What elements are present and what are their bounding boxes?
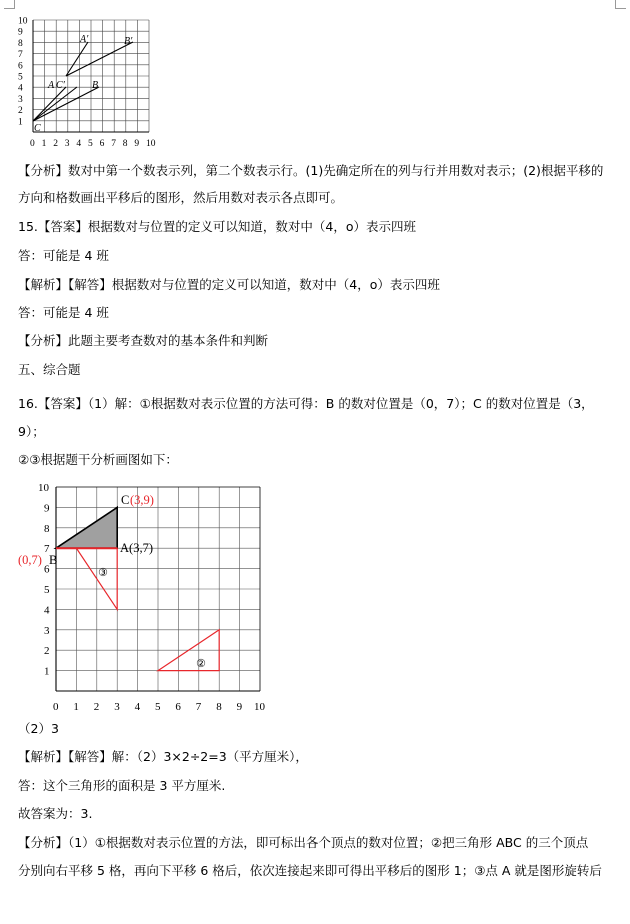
grid-2-x-tick: 10 bbox=[254, 701, 265, 713]
grid-1-x-tick: 10 bbox=[146, 139, 156, 149]
grid-2-y-tick: 4 bbox=[44, 604, 50, 617]
text-line-9: 16.【答案】（1）解：①根据数对表示位置的方法可得：B 的数对位置是（0，7）；C 的数对位置是（3， bbox=[18, 396, 594, 411]
grid-2-y-tick: 5 bbox=[44, 584, 50, 596]
text-line-13: 【解析】【解答】解：（2）3×2÷2=3（平方厘米）， bbox=[18, 749, 308, 764]
label-b: B bbox=[92, 80, 99, 91]
grid-2-x-tick: 9 bbox=[236, 701, 243, 713]
text-line-11: ②③根据题干分析画图如下： bbox=[18, 452, 178, 467]
text-line-1: 【分析】数对中第一个数表示列，第二个数表示行。(1)先确定所在的列与行并用数对表示；(2)根据平移的 bbox=[18, 163, 604, 178]
grid-2-lines bbox=[56, 487, 260, 691]
grid-2-x-tick: 8 bbox=[216, 701, 222, 713]
text-line-14: 答：这个三角形的面积是 3 平方厘米. bbox=[18, 778, 226, 793]
label-b: B bbox=[49, 553, 58, 567]
label-c-prime: C′ bbox=[56, 80, 65, 91]
grid-1-y-tick: 5 bbox=[18, 72, 23, 83]
grid-1-x-tick: 5 bbox=[88, 139, 93, 149]
grid-2-x-tick: 3 bbox=[114, 701, 120, 713]
label-a: A(3,7) bbox=[120, 541, 153, 555]
grid-1-y-tick: 3 bbox=[18, 94, 23, 105]
text-line-7: 【分析】此题主要考查数对的基本条件和判断 bbox=[18, 333, 269, 348]
grid-2-y-tick: 3 bbox=[44, 624, 50, 637]
grid-1-y-tick: 10 bbox=[18, 16, 28, 27]
mark-2: ② bbox=[196, 657, 206, 670]
grid-figure-1 bbox=[14, 10, 174, 160]
label-b-prime: B′ bbox=[124, 36, 133, 47]
grid-1-y-tick: 7 bbox=[18, 50, 23, 61]
grid-1-x-tick: 0 bbox=[30, 139, 35, 149]
text-line-16: 【分析】（1）①根据数对表示位置的方法，即可标出各个顶点的数对位置；②把三角形 ABC 的三个顶点 bbox=[18, 835, 589, 850]
text-line-5: 【解析】【解答】根据数对与位置的定义可以知道，数对中（4，o）表示四班 bbox=[18, 277, 440, 292]
grid-1-x-tick: 6 bbox=[99, 139, 105, 149]
grid-figure-2 bbox=[14, 476, 274, 721]
grid-1-x-tick: 3 bbox=[64, 139, 70, 149]
mark-3: ③ bbox=[98, 566, 108, 579]
grid-1-y-tick: 8 bbox=[18, 38, 23, 49]
grid-2-y-tick: 8 bbox=[44, 522, 50, 535]
grid-1-y-tick: 9 bbox=[18, 27, 23, 38]
grid-2-y-tick: 6 bbox=[44, 563, 50, 576]
grid-1-x-tick: 8 bbox=[122, 139, 128, 149]
grid-1-y-tick: 4 bbox=[18, 83, 23, 94]
label-c: C bbox=[34, 123, 41, 134]
text-line-2: 方向和格数画出平移后的图形，然后用数对表示各点即可。 bbox=[18, 190, 344, 205]
grid-2-x-tick: 0 bbox=[53, 701, 59, 713]
grid-2-x-tick: 1 bbox=[73, 701, 79, 713]
text-line-6: 答：可能是 4 班 bbox=[18, 305, 109, 320]
label-a-prime: A′ bbox=[80, 34, 89, 45]
text-line-10: 9）； bbox=[18, 424, 45, 439]
text-line-12: （2）3 bbox=[18, 721, 59, 736]
section-heading: 五、综合题 bbox=[18, 362, 81, 377]
corner-mark-right bbox=[615, 0, 626, 9]
grid-1-x-tick: 7 bbox=[111, 139, 116, 149]
grid-2-y-tick: 10 bbox=[38, 482, 49, 494]
grid-2-x-tick: 2 bbox=[93, 701, 100, 713]
grid-2-y-tick: 1 bbox=[44, 665, 50, 678]
grid-1-x-tick: 1 bbox=[41, 139, 47, 149]
grid-2-x-tick: 7 bbox=[195, 701, 202, 713]
grid-2-y-tick: 7 bbox=[44, 543, 50, 556]
grid-1-y-tick: 1 bbox=[18, 117, 23, 128]
label-c: C bbox=[121, 493, 130, 507]
label-a: A bbox=[48, 80, 55, 91]
text-line-4: 答：可能是 4 班 bbox=[18, 248, 109, 263]
text-line-15: 故答案为：3. bbox=[18, 806, 93, 821]
label-b-coord: (0,7) bbox=[18, 553, 42, 567]
grid-1-x-tick: 9 bbox=[134, 139, 140, 149]
corner-mark-left bbox=[4, 0, 15, 9]
grid-2-y-tick: 2 bbox=[44, 645, 50, 658]
grid-1-y-tick: 2 bbox=[18, 106, 23, 117]
grid-2-y-tick: 9 bbox=[44, 502, 50, 515]
label-c-coord: (3,9) bbox=[130, 493, 154, 507]
grid-2-x-tick: 6 bbox=[175, 701, 181, 713]
grid-1-x-tick: 2 bbox=[53, 139, 58, 149]
grid-1-x-tick: 4 bbox=[76, 139, 82, 149]
grid-2-x-tick: 5 bbox=[155, 701, 161, 713]
text-line-17: 分别向右平移 5 格，再向下平移 6 格后，依次连接起来即可得出平移后的图形 1；③点 A 就是图形旋转后 bbox=[18, 863, 602, 878]
text-line-3: 15.【答案】根据数对与位置的定义可以知道，数对中（4，o）表示四班 bbox=[18, 219, 416, 234]
grid-1-y-tick: 6 bbox=[18, 61, 23, 72]
grid-2-x-tick: 4 bbox=[134, 701, 141, 713]
